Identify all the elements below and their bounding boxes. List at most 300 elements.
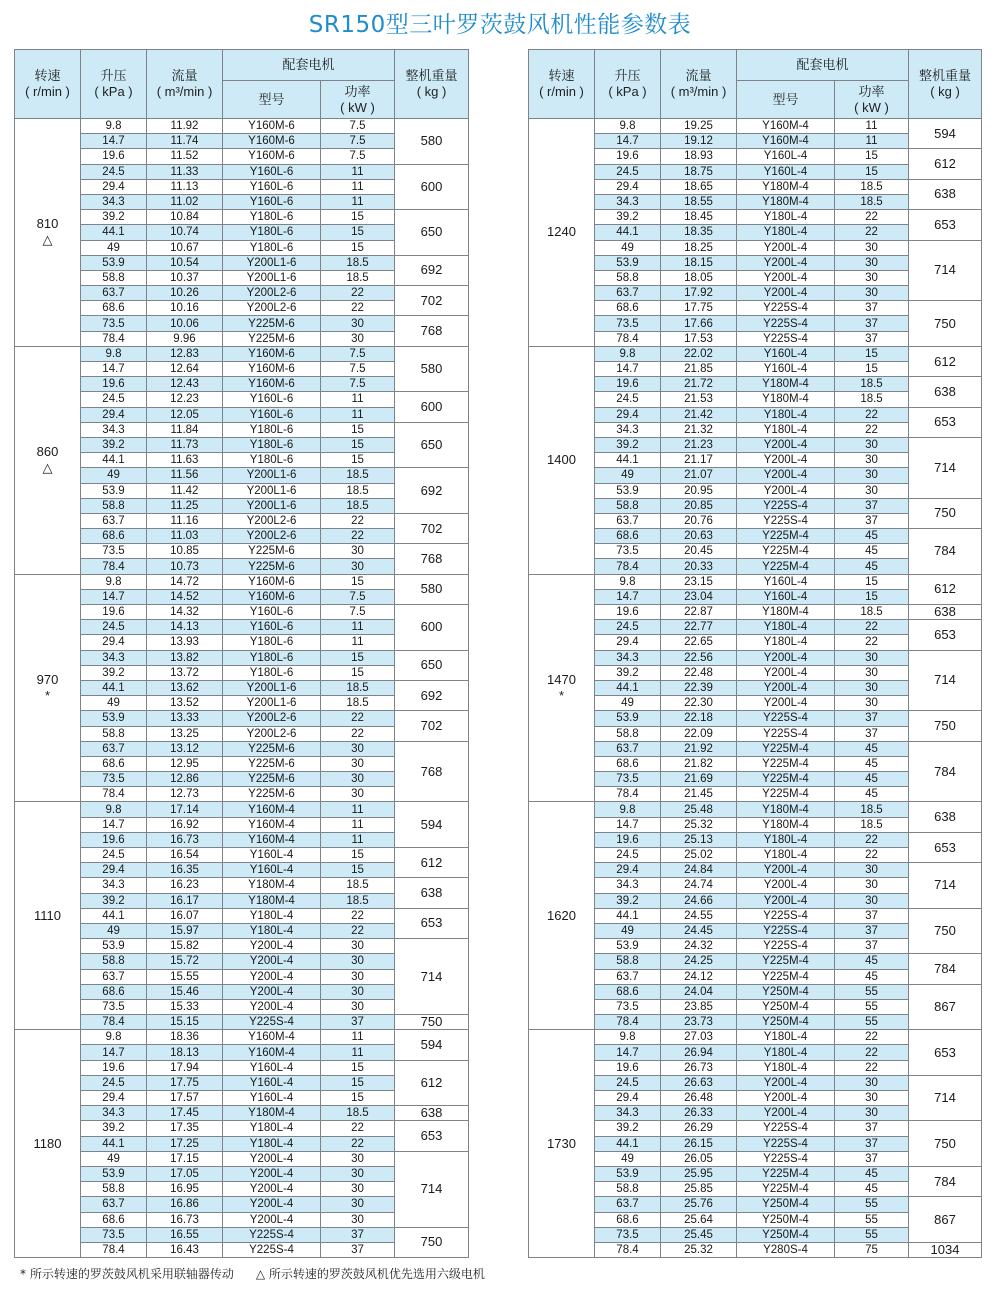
motor-model-cell: Y250M-4 [737, 984, 835, 999]
power-cell: 30 [321, 999, 395, 1014]
motor-model-cell: Y160M-4 [223, 1045, 321, 1060]
power-cell: 30 [321, 1197, 395, 1212]
flow-cell: 23.04 [661, 589, 737, 604]
power-cell: 15 [835, 574, 909, 589]
motor-model-cell: Y160L-4 [737, 149, 835, 164]
motor-model-cell: Y200L-4 [223, 1197, 321, 1212]
header-flow: 流量 ( m³/min ) [147, 50, 223, 119]
table-row [529, 437, 982, 452]
motor-model-cell: Y160L-4 [223, 1075, 321, 1090]
flow-cell: 17.45 [147, 1106, 223, 1121]
power-cell: 22 [321, 529, 395, 544]
table-row [529, 832, 982, 847]
flow-cell: 11.13 [147, 179, 223, 194]
pressure-cell: 9.8 [595, 346, 661, 361]
motor-model-cell: Y180L-4 [223, 923, 321, 938]
motor-model-cell: Y225M-4 [737, 529, 835, 544]
motor-model-cell: Y225M-6 [223, 544, 321, 559]
table-row [15, 1121, 469, 1136]
pressure-cell: 68.6 [81, 756, 147, 771]
speed-cell [529, 574, 595, 802]
power-cell: 22 [321, 286, 395, 301]
pressure-cell: 14.7 [81, 1045, 147, 1060]
speed-cell [15, 346, 81, 574]
power-cell: 37 [835, 301, 909, 316]
power-cell: 22 [321, 711, 395, 726]
pressure-cell: 63.7 [595, 1197, 661, 1212]
flow-cell: 18.25 [661, 240, 737, 255]
motor-model-cell: Y225S-4 [737, 939, 835, 954]
speed-value: 1400 [547, 452, 576, 468]
motor-model-cell: Y160L-4 [737, 589, 835, 604]
power-cell: 37 [835, 711, 909, 726]
speed-value: 810 [36, 216, 59, 232]
power-cell: 7.5 [321, 605, 395, 620]
pressure-cell: 53.9 [81, 711, 147, 726]
pressure-cell: 49 [595, 1151, 661, 1166]
flow-cell: 12.83 [147, 346, 223, 361]
power-cell: 11 [835, 119, 909, 134]
weight-cell: 692 [395, 680, 469, 710]
weight-cell: 714 [909, 240, 982, 301]
flow-cell: 25.32 [661, 817, 737, 832]
pressure-cell: 14.7 [81, 817, 147, 832]
power-cell: 11 [321, 832, 395, 847]
motor-model-cell: Y180L-4 [737, 1045, 835, 1060]
flow-cell: 22.02 [661, 346, 737, 361]
flow-cell: 16.17 [147, 893, 223, 908]
power-cell: 7.5 [321, 362, 395, 377]
power-cell: 37 [835, 316, 909, 331]
pressure-cell: 39.2 [595, 893, 661, 908]
pressure-cell: 39.2 [595, 210, 661, 225]
table-row [529, 802, 982, 817]
power-cell: 30 [321, 756, 395, 771]
speed-value: 1110 [34, 907, 61, 923]
weight-cell: 580 [395, 574, 469, 604]
motor-model-cell: Y225S-4 [737, 316, 835, 331]
flow-cell: 23.73 [661, 1015, 737, 1030]
flow-cell: 10.06 [147, 316, 223, 331]
table-row [15, 711, 469, 726]
power-cell: 15 [835, 164, 909, 179]
pressure-cell: 24.5 [595, 848, 661, 863]
flow-cell: 25.64 [661, 1212, 737, 1227]
flow-cell: 24.32 [661, 939, 737, 954]
power-cell: 55 [835, 1227, 909, 1242]
weight-cell: 580 [395, 346, 469, 392]
power-cell: 30 [835, 286, 909, 301]
header-flow: 流量 ( m³/min ) [661, 50, 737, 119]
flow-cell: 11.52 [147, 149, 223, 164]
flow-cell: 18.13 [147, 1045, 223, 1060]
flow-cell: 22.77 [661, 620, 737, 635]
power-cell: 30 [321, 969, 395, 984]
weight-cell: 650 [395, 650, 469, 680]
motor-model-cell: Y200L-4 [737, 255, 835, 270]
pressure-cell: 19.6 [595, 832, 661, 847]
pressure-cell: 24.5 [81, 164, 147, 179]
motor-model-cell: Y225S-4 [737, 1136, 835, 1151]
motor-model-cell: Y160M-6 [223, 589, 321, 604]
pressure-cell: 19.6 [81, 832, 147, 847]
pressure-cell: 53.9 [595, 1166, 661, 1181]
table-row [15, 316, 469, 331]
weight-cell: 714 [909, 863, 982, 909]
table-row [529, 240, 982, 255]
flow-cell: 20.95 [661, 483, 737, 498]
flow-cell: 17.35 [147, 1121, 223, 1136]
flow-cell: 15.97 [147, 923, 223, 938]
weight-cell: 750 [909, 301, 982, 347]
pressure-cell: 29.4 [595, 635, 661, 650]
motor-model-cell: Y180L-4 [737, 407, 835, 422]
power-cell: 22 [835, 1045, 909, 1060]
pressure-cell: 24.5 [81, 620, 147, 635]
motor-model-cell: Y200L-4 [737, 483, 835, 498]
motor-model-cell: Y200L1-6 [223, 255, 321, 270]
flow-cell: 16.73 [147, 832, 223, 847]
motor-model-cell: Y225S-4 [737, 908, 835, 923]
power-cell: 18.5 [835, 605, 909, 620]
motor-model-cell: Y200L-4 [737, 1106, 835, 1121]
flow-cell: 21.82 [661, 756, 737, 771]
motor-model-cell: Y200L-4 [223, 969, 321, 984]
power-cell: 11 [321, 407, 395, 422]
pressure-cell: 78.4 [81, 1015, 147, 1030]
motor-model-cell: Y200L-4 [737, 696, 835, 711]
flow-cell: 10.26 [147, 286, 223, 301]
power-cell: 7.5 [321, 134, 395, 149]
speed-cell [15, 574, 81, 802]
pressure-cell: 14.7 [595, 589, 661, 604]
weight-cell: 750 [909, 711, 982, 741]
flow-cell: 25.45 [661, 1227, 737, 1242]
motor-model-cell: Y180M-4 [223, 893, 321, 908]
weight-cell: 638 [909, 605, 982, 620]
power-cell: 7.5 [321, 149, 395, 164]
pressure-cell: 9.8 [595, 802, 661, 817]
flow-cell: 13.82 [147, 650, 223, 665]
header-weight: 整机重量 ( kg ) [909, 50, 982, 119]
flow-cell: 12.86 [147, 772, 223, 787]
power-cell: 45 [835, 787, 909, 802]
pressure-cell: 44.1 [81, 908, 147, 923]
flow-cell: 26.48 [661, 1091, 737, 1106]
power-cell: 37 [321, 1242, 395, 1257]
pressure-cell: 14.7 [595, 817, 661, 832]
flow-cell: 13.33 [147, 711, 223, 726]
spec-table-right [528, 49, 982, 1258]
motor-model-cell: Y225S-4 [737, 726, 835, 741]
pressure-cell: 9.8 [595, 574, 661, 589]
weight-cell: 702 [395, 711, 469, 741]
flow-cell: 17.05 [147, 1166, 223, 1181]
pressure-cell: 58.8 [595, 270, 661, 285]
pressure-cell: 78.4 [81, 1242, 147, 1257]
power-cell: 30 [835, 878, 909, 893]
table-row [15, 1151, 469, 1166]
table-row [529, 1197, 982, 1212]
pressure-cell: 34.3 [595, 878, 661, 893]
pressure-cell: 78.4 [595, 559, 661, 574]
flow-cell: 13.25 [147, 726, 223, 741]
power-cell: 22 [835, 848, 909, 863]
power-cell: 15 [321, 210, 395, 225]
flow-cell: 13.52 [147, 696, 223, 711]
power-cell: 11 [321, 164, 395, 179]
power-cell: 18.5 [321, 270, 395, 285]
table-body [529, 119, 982, 1258]
weight-cell: 600 [395, 605, 469, 651]
power-cell: 22 [321, 923, 395, 938]
pressure-cell: 58.8 [81, 726, 147, 741]
pressure-cell: 63.7 [595, 969, 661, 984]
power-cell: 30 [321, 316, 395, 331]
weight-cell: 784 [909, 1166, 982, 1196]
power-cell: 15 [835, 346, 909, 361]
table-row [529, 741, 982, 756]
motor-model-cell: Y160L-6 [223, 605, 321, 620]
pressure-cell: 39.2 [81, 210, 147, 225]
weight-cell: 784 [909, 529, 982, 575]
flow-cell: 14.32 [147, 605, 223, 620]
flow-cell: 24.55 [661, 908, 737, 923]
flow-cell: 20.63 [661, 529, 737, 544]
flow-cell: 10.74 [147, 225, 223, 240]
motor-model-cell: Y180M-4 [737, 817, 835, 832]
flow-cell: 16.43 [147, 1242, 223, 1257]
pressure-cell: 78.4 [81, 559, 147, 574]
pressure-cell: 39.2 [595, 1121, 661, 1136]
weight-cell: 612 [395, 1060, 469, 1106]
weight-cell: 580 [395, 119, 469, 165]
power-cell: 45 [835, 1182, 909, 1197]
weight-cell: 653 [909, 832, 982, 862]
flow-cell: 11.63 [147, 453, 223, 468]
power-cell: 45 [835, 954, 909, 969]
flow-cell: 23.15 [661, 574, 737, 589]
weight-cell: 653 [395, 908, 469, 938]
motor-model-cell: Y180L-4 [737, 225, 835, 240]
flow-cell: 13.62 [147, 680, 223, 695]
motor-model-cell: Y200L1-6 [223, 680, 321, 695]
motor-model-cell: Y200L-4 [737, 468, 835, 483]
table-row [529, 574, 982, 589]
motor-model-cell: Y180M-4 [737, 179, 835, 194]
pressure-cell: 14.7 [81, 362, 147, 377]
power-cell: 75 [835, 1242, 909, 1257]
power-cell: 45 [835, 756, 909, 771]
flow-cell: 15.46 [147, 984, 223, 999]
power-cell: 30 [321, 984, 395, 999]
motor-model-cell: Y200L2-6 [223, 529, 321, 544]
flow-cell: 26.33 [661, 1106, 737, 1121]
flow-cell: 18.65 [661, 179, 737, 194]
header-pressure: 升压 ( kPa ) [81, 50, 147, 119]
speed-value: 970 [36, 672, 59, 688]
flow-cell: 12.95 [147, 756, 223, 771]
power-cell: 30 [321, 772, 395, 787]
speed-value: 1470 [547, 672, 576, 688]
motor-model-cell: Y225S-4 [223, 1015, 321, 1030]
motor-model-cell: Y225M-4 [737, 969, 835, 984]
pressure-cell: 63.7 [81, 741, 147, 756]
pressure-cell: 78.4 [81, 331, 147, 346]
pressure-cell: 73.5 [81, 1227, 147, 1242]
flow-cell: 26.73 [661, 1060, 737, 1075]
pressure-cell: 49 [81, 468, 147, 483]
power-cell: 30 [321, 559, 395, 574]
table-row [529, 1166, 982, 1181]
flow-cell: 16.35 [147, 863, 223, 878]
table-row [15, 286, 469, 301]
power-cell: 37 [835, 1151, 909, 1166]
footnote-coupling: * 所示转速的罗茨鼓风机采用联轴器传动 [20, 1267, 234, 1281]
motor-model-cell: Y160L-4 [737, 346, 835, 361]
power-cell: 22 [835, 422, 909, 437]
pressure-cell: 49 [595, 240, 661, 255]
weight-cell: 612 [909, 149, 982, 179]
pressure-cell: 53.9 [595, 939, 661, 954]
power-cell: 15 [835, 589, 909, 604]
motor-model-cell: Y180M-4 [737, 194, 835, 209]
header-speed: 转速 ( r/min ) [15, 50, 81, 119]
flow-cell: 12.64 [147, 362, 223, 377]
motor-model-cell: Y200L-4 [223, 999, 321, 1014]
flow-cell: 27.03 [661, 1030, 737, 1045]
flow-cell: 17.75 [661, 301, 737, 316]
pressure-cell: 29.4 [595, 1091, 661, 1106]
motor-model-cell: Y160M-4 [223, 832, 321, 847]
page-title: SR150型三叶罗茨鼓风机性能参数表 [308, 12, 692, 38]
pressure-cell: 78.4 [595, 1242, 661, 1257]
power-cell: 45 [835, 741, 909, 756]
motor-model-cell: Y180L-4 [223, 1136, 321, 1151]
motor-model-cell: Y225S-4 [737, 1121, 835, 1136]
power-cell: 18.5 [321, 696, 395, 711]
flow-cell: 22.48 [661, 665, 737, 680]
motor-model-cell: Y200L-4 [223, 1212, 321, 1227]
pressure-cell: 78.4 [595, 1015, 661, 1030]
pressure-cell: 9.8 [81, 346, 147, 361]
pressure-cell: 19.6 [595, 1060, 661, 1075]
flow-cell: 22.87 [661, 605, 737, 620]
power-cell: 30 [835, 255, 909, 270]
flow-cell: 26.15 [661, 1136, 737, 1151]
speed-value: 1180 [33, 1135, 62, 1151]
power-cell: 55 [835, 999, 909, 1014]
flow-cell: 12.23 [147, 392, 223, 407]
pressure-cell: 29.4 [81, 635, 147, 650]
power-cell: 22 [835, 832, 909, 847]
table-row [529, 210, 982, 225]
motor-model-cell: Y200L-4 [737, 240, 835, 255]
pressure-cell: 63.7 [81, 286, 147, 301]
motor-model-cell: Y180L-4 [737, 620, 835, 635]
pressure-cell: 14.7 [81, 589, 147, 604]
flow-cell: 22.30 [661, 696, 737, 711]
power-cell: 37 [835, 513, 909, 528]
flow-cell: 15.72 [147, 954, 223, 969]
pressure-cell: 53.9 [595, 483, 661, 498]
power-cell: 37 [321, 1227, 395, 1242]
weight-cell: 750 [909, 498, 982, 528]
motor-model-cell: Y160L-6 [223, 194, 321, 209]
flow-cell: 13.72 [147, 665, 223, 680]
motor-model-cell: Y225M-4 [737, 1166, 835, 1181]
speed-cell [15, 1030, 81, 1258]
power-cell: 30 [835, 650, 909, 665]
flow-cell: 18.93 [661, 149, 737, 164]
table-row [529, 301, 982, 316]
flow-cell: 22.56 [661, 650, 737, 665]
power-cell: 37 [835, 908, 909, 923]
flow-cell: 9.96 [147, 331, 223, 346]
flow-cell: 21.92 [661, 741, 737, 756]
pressure-cell: 68.6 [81, 529, 147, 544]
pressure-cell: 19.6 [595, 149, 661, 164]
power-cell: 55 [835, 1197, 909, 1212]
pressure-cell: 29.4 [595, 407, 661, 422]
header-weight: 整机重量 ( kg ) [395, 50, 469, 119]
table-row [15, 802, 469, 817]
header-motor: 配套电机 [223, 50, 395, 81]
power-cell: 45 [835, 544, 909, 559]
motor-model-cell: Y200L-4 [737, 270, 835, 285]
table-row [15, 119, 469, 134]
motor-model-cell: Y160L-6 [223, 407, 321, 422]
power-cell: 30 [321, 1182, 395, 1197]
weight-cell: 594 [909, 119, 982, 149]
flow-cell: 16.55 [147, 1227, 223, 1242]
flow-cell: 15.15 [147, 1015, 223, 1030]
table-row [15, 346, 469, 361]
pressure-cell: 63.7 [595, 741, 661, 756]
motor-model-cell: Y200L1-6 [223, 270, 321, 285]
power-cell: 15 [835, 362, 909, 377]
table-row [15, 1227, 469, 1242]
power-cell: 22 [321, 726, 395, 741]
flow-cell: 10.37 [147, 270, 223, 285]
power-cell: 37 [835, 939, 909, 954]
pressure-cell: 53.9 [595, 255, 661, 270]
power-cell: 11 [321, 817, 395, 832]
pressure-cell: 29.4 [595, 179, 661, 194]
motor-model-cell: Y225M-4 [737, 756, 835, 771]
weight-cell: 600 [395, 164, 469, 210]
motor-model-cell: Y180L-4 [737, 1030, 835, 1045]
pressure-cell: 24.5 [595, 164, 661, 179]
flow-cell: 23.85 [661, 999, 737, 1014]
flow-cell: 15.33 [147, 999, 223, 1014]
motor-model-cell: Y200L2-6 [223, 286, 321, 301]
power-cell: 30 [835, 1075, 909, 1090]
power-cell: 22 [835, 407, 909, 422]
flow-cell: 12.05 [147, 407, 223, 422]
pressure-cell: 44.1 [595, 680, 661, 695]
flow-cell: 16.07 [147, 908, 223, 923]
spec-table-left [14, 49, 469, 1258]
flow-cell: 26.05 [661, 1151, 737, 1166]
speed-mark: △ [42, 460, 53, 476]
motor-model-cell: Y250M-4 [737, 1197, 835, 1212]
power-cell: 7.5 [321, 589, 395, 604]
motor-model-cell: Y225M-6 [223, 741, 321, 756]
pressure-cell: 68.6 [595, 301, 661, 316]
motor-model-cell: Y200L-4 [737, 650, 835, 665]
speed-value: 1730 [547, 1135, 576, 1151]
